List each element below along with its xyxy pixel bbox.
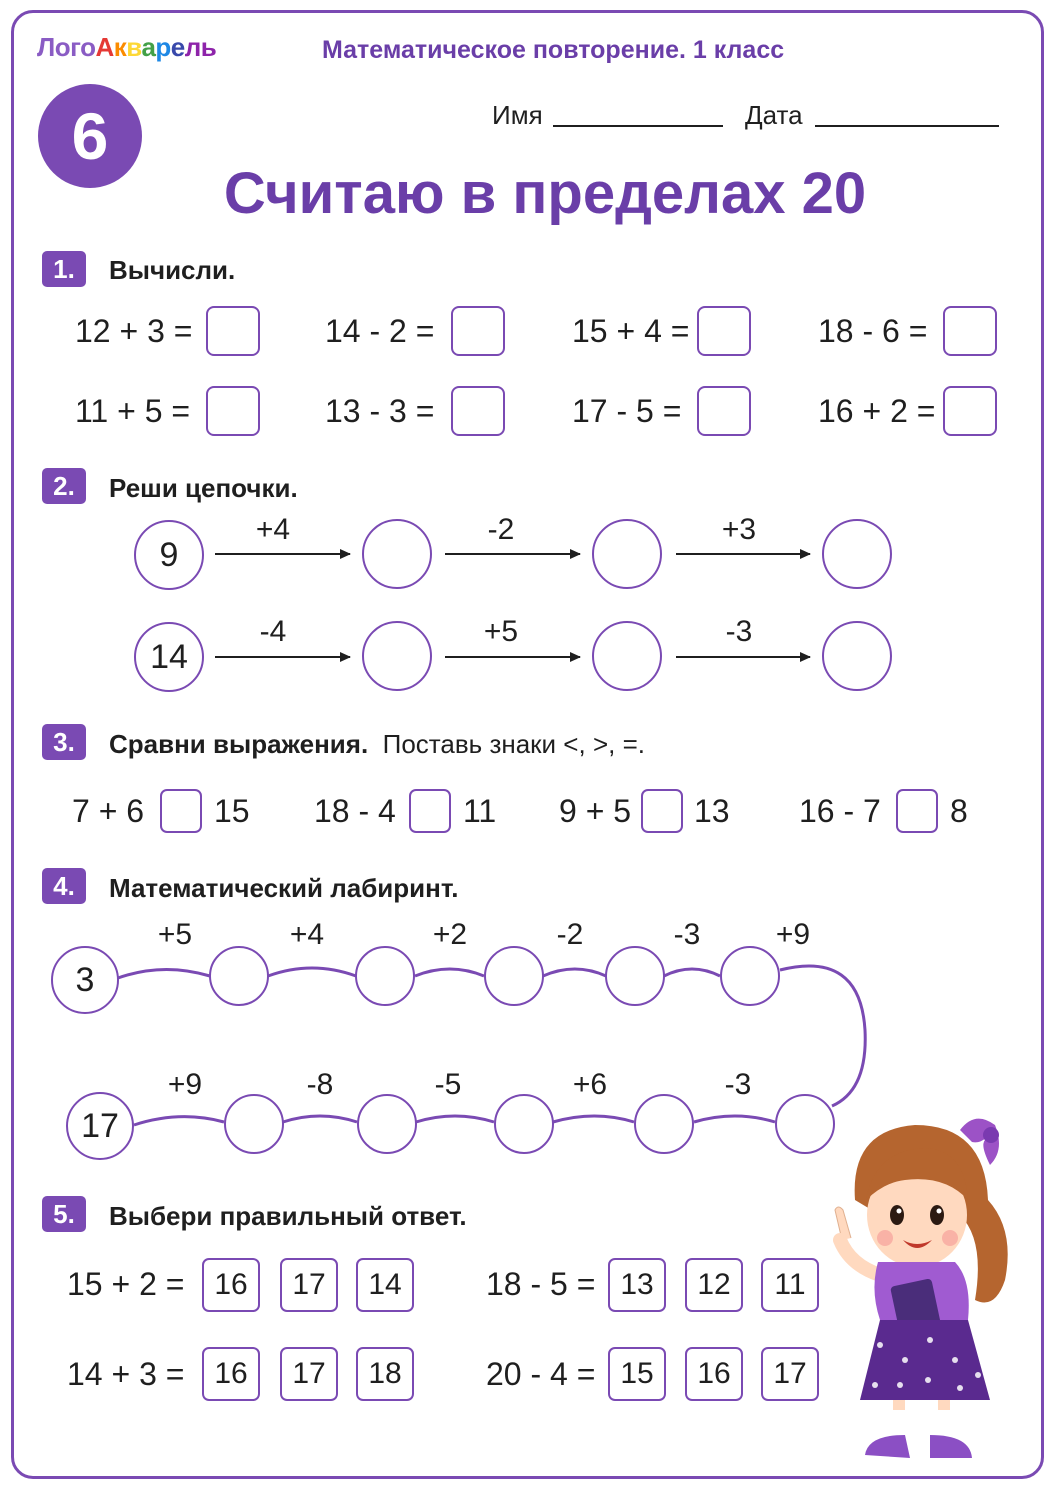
section-number: 2. <box>42 468 86 504</box>
choice-option[interactable]: 17 <box>280 1258 338 1312</box>
maze-op: +9 <box>167 1068 203 1101</box>
calc-expression: 16 + 2 = <box>818 393 936 429</box>
maze-answer-circle[interactable] <box>355 946 415 1006</box>
section-title: Математический лабиринт. <box>109 873 459 903</box>
chain-op: -4 <box>259 615 287 648</box>
chain-answer-circle[interactable] <box>822 519 892 589</box>
maze-op: -3 <box>724 1068 752 1101</box>
calc-expression: 14 - 2 = <box>325 313 435 349</box>
section-title: Вычисли. <box>109 255 236 285</box>
maze-op: -5 <box>434 1068 462 1101</box>
maze-op: +5 <box>157 918 193 951</box>
logo-part: к <box>113 32 127 62</box>
section-number: 3. <box>42 724 86 760</box>
sheet-number-badge: 6 <box>38 84 142 188</box>
choice-option[interactable]: 11 <box>761 1258 819 1312</box>
worksheet-subtitle: Математическое повторение. 1 класс <box>322 36 785 64</box>
chain-op: -2 <box>487 513 515 546</box>
compare-left: 18 - 4 <box>314 793 396 829</box>
section-note: Поставь знаки <, >, =. <box>382 729 645 759</box>
compare-sign-box[interactable] <box>409 789 451 833</box>
compare-right: 8 <box>950 793 968 829</box>
section-number: 5. <box>42 1196 86 1232</box>
chain-start: 14 <box>134 622 204 692</box>
maze-answer-circle[interactable] <box>634 1094 694 1154</box>
chain-op: +5 <box>483 615 519 648</box>
calc-expression: 11 + 5 = <box>75 393 191 429</box>
maze-answer-circle[interactable] <box>484 946 544 1006</box>
choice-expression: 18 - 5 = <box>486 1266 596 1302</box>
maze-op: +9 <box>775 918 811 951</box>
maze-op: -8 <box>306 1068 334 1101</box>
maze-op: +4 <box>289 918 325 951</box>
compare-right: 13 <box>694 793 730 829</box>
calc-expression: 17 - 5 = <box>572 393 682 429</box>
maze-answer-circle[interactable] <box>605 946 665 1006</box>
section-number: 1. <box>42 251 86 287</box>
maze-end: 17 <box>66 1092 134 1160</box>
calc-expression: 18 - 6 = <box>818 313 928 349</box>
maze-op: +2 <box>432 918 468 951</box>
maze-start: 3 <box>51 946 119 1014</box>
logo-part: е <box>170 32 185 62</box>
choice-option[interactable]: 15 <box>608 1347 666 1401</box>
maze-answer-circle[interactable] <box>209 946 269 1006</box>
logo-part: в <box>126 32 142 62</box>
date-label: Дата <box>745 100 803 130</box>
choice-option[interactable]: 18 <box>356 1347 414 1401</box>
compare-left: 9 + 5 <box>559 793 632 829</box>
logo-part: А <box>95 32 114 62</box>
maze-answer-circle[interactable] <box>224 1094 284 1154</box>
calc-expression: 12 + 3 = <box>75 313 193 349</box>
maze-answer-circle[interactable] <box>720 946 780 1006</box>
logo-part: р <box>155 32 171 62</box>
section-title: Выбери правильный ответ. <box>109 1201 467 1231</box>
choice-expression: 14 + 3 = <box>67 1356 185 1392</box>
chain-answer-circle[interactable] <box>822 621 892 691</box>
chain-answer-circle[interactable] <box>592 621 662 691</box>
name-label: Имя <box>492 100 543 130</box>
maze-op: +6 <box>572 1068 608 1101</box>
chain-op: -3 <box>725 615 753 648</box>
compare-sign-box[interactable] <box>160 789 202 833</box>
section-number: 4. <box>42 868 86 904</box>
choice-option[interactable]: 16 <box>202 1258 260 1312</box>
compare-left: 7 + 6 <box>72 793 145 829</box>
chain-op: +4 <box>255 513 291 546</box>
choice-option[interactable]: 16 <box>202 1347 260 1401</box>
girl-illustration <box>835 1119 1008 1458</box>
maze-op: -3 <box>673 918 701 951</box>
maze-answer-circle[interactable] <box>775 1094 835 1154</box>
choice-option[interactable]: 12 <box>685 1258 743 1312</box>
maze-op: -2 <box>556 918 584 951</box>
calc-expression: 13 - 3 = <box>325 393 435 429</box>
maze-answer-circle[interactable] <box>494 1094 554 1154</box>
choice-option[interactable]: 13 <box>608 1258 666 1312</box>
section-title-text: Сравни выражения. <box>109 729 369 759</box>
chain-answer-circle[interactable] <box>592 519 662 589</box>
choice-option[interactable]: 17 <box>761 1347 819 1401</box>
chain-op: +3 <box>721 513 757 546</box>
chain-start: 9 <box>134 520 204 590</box>
compare-sign-box[interactable] <box>641 789 683 833</box>
compare-sign-box[interactable] <box>896 789 938 833</box>
logo-part: Лого <box>37 32 96 62</box>
chain-answer-circle[interactable] <box>362 621 432 691</box>
section-title: Реши цепочки. <box>109 473 298 503</box>
logo-part: ль <box>184 32 217 62</box>
logo-part: а <box>141 32 156 62</box>
compare-left: 16 - 7 <box>799 793 881 829</box>
choice-expression: 15 + 2 = <box>67 1266 185 1302</box>
chain-answer-circle[interactable] <box>362 519 432 589</box>
choice-option[interactable]: 14 <box>356 1258 414 1312</box>
choice-option[interactable]: 17 <box>280 1347 338 1401</box>
maze-answer-circle[interactable] <box>357 1094 417 1154</box>
calc-expression: 15 + 4 = <box>572 313 690 349</box>
choice-option[interactable]: 16 <box>685 1347 743 1401</box>
compare-right: 11 <box>463 793 497 829</box>
compare-right: 15 <box>214 793 250 829</box>
choice-expression: 20 - 4 = <box>486 1356 596 1392</box>
page-title: Считаю в пределах 20 <box>223 161 867 226</box>
